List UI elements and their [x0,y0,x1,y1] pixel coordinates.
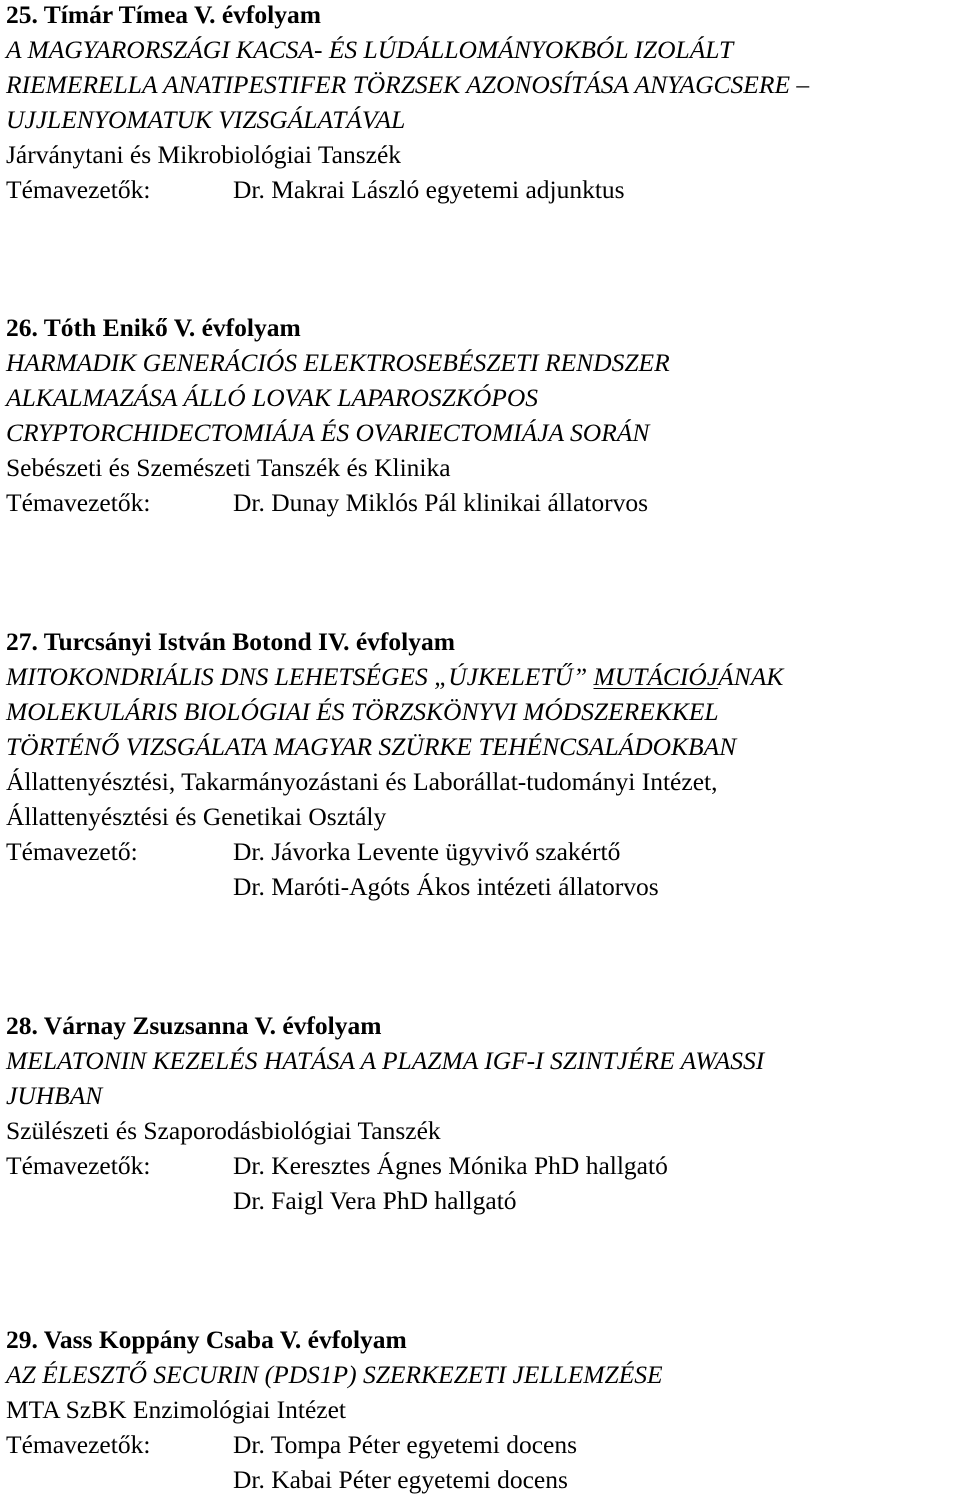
supervisor-row [6,1148,764,1183]
entry-heading: 26. Tóth Enikő V. évfolyam [6,313,301,342]
title-underlined-segment: MUTÁCIÓJ [593,662,719,691]
entry-department: Szülészeti és Szaporodásbiológiai Tanszék [6,1116,441,1145]
supervisor-row [6,1462,663,1497]
supervisor-name: Dr. Dunay Miklós Pál klinikai állatorvos [233,488,649,517]
entry-title-line [6,659,783,694]
supervisor-label: Témavezetők: [6,1430,151,1459]
supervisor-name: Dr. Faigl Vera PhD hallgató [233,1186,517,1215]
entry-heading: 29. Vass Koppány Csaba V. évfolyam [6,1325,407,1354]
entry-department: Állattenyésztési, Takarmányozástani és Laborállat-tudományi Intézet, [6,767,718,796]
entry-department: Sebészeti és Szemészeti Tanszék és Klinika [6,453,451,482]
supervisor-name: Dr. Kabai Péter egyetemi docens [233,1465,568,1494]
entry-title-line: A MAGYARORSZÁGI KACSA- ÉS LÚDÁLLOMÁNYOKBÓL IZOLÁLT [6,35,734,64]
entry-25 [6,0,809,207]
supervisor-name: Dr. Keresztes Ágnes Mónika PhD hallgató [233,1151,668,1180]
entry-29 [6,1322,663,1497]
entry-28 [6,1008,764,1218]
entry-title-line: UJJLENYOMATUK VIZSGÁLATÁVAL [6,105,406,134]
entry-department: Állattenyésztési és Genetikai Osztály [6,802,387,831]
supervisor-row [6,485,670,520]
entry-department: Járványtani és Mikrobiológiai Tanszék [6,140,402,169]
entry-title-line: JUHBAN [6,1081,103,1110]
supervisor-label: Témavezető: [6,837,138,866]
entry-title-line: CRYPTORCHIDECTOMIÁJA ÉS OVARIECTOMIÁJA SORÁN [6,418,650,447]
entry-title-line: HARMADIK GENERÁCIÓS ELEKTROSEBÉSZETI RENDSZER [6,348,670,377]
supervisor-name: Dr. Maróti-Agóts Ákos intézeti állatorvos [233,872,659,901]
supervisor-row [6,1183,764,1218]
supervisor-name: Dr. Tompa Péter egyetemi docens [233,1430,578,1459]
supervisor-label: Témavezetők: [6,488,151,517]
entry-department: MTA SzBK Enzimológiai Intézet [6,1395,347,1424]
supervisor-row [6,172,809,207]
supervisor-name: Dr. Jávorka Levente ügyvivő szakértő [233,837,621,866]
entry-title-line: TÖRTÉNŐ VIZSGÁLATA MAGYAR SZÜRKE TEHÉNCSALÁDOKBAN [6,732,737,761]
entry-heading: 28. Várnay Zsuzsanna V. évfolyam [6,1011,382,1040]
entry-heading: 27. Turcsányi István Botond IV. évfolyam [6,627,455,656]
entry-heading: 25. Tímár Tímea V. évfolyam [6,0,321,29]
entry-title-line: ALKALMAZÁSA ÁLLÓ LOVAK LAPAROSZKÓPOS [6,383,539,412]
supervisor-name: Dr. Makrai László egyetemi adjunktus [233,175,625,204]
entry-title-line: MOLEKULÁRIS BIOLÓGIAI ÉS TÖRZSKÖNYVI MÓDSZEREKKEL [6,697,719,726]
supervisor-label: Témavezetők: [6,175,151,204]
entry-title-line: AZ ÉLESZTŐ SECURIN (PDS1P) SZERKEZETI JELLEMZÉSE [6,1360,663,1389]
entry-title-line: MELATONIN KEZELÉS HATÁSA A PLAZMA IGF-I SZINTJÉRE AWASSI [6,1046,765,1075]
supervisor-row [6,1427,663,1462]
entry-title-line: RIEMERELLA ANATIPESTIFER TÖRZSEK AZONOSÍTÁSA ANYAGCSERE – [6,70,810,99]
supervisor-label: Témavezetők: [6,1151,151,1180]
entry-27 [6,624,783,904]
title-segment: MITOKONDRIÁLIS DNS LEHETSÉGES „ÚJKELETŰ” [6,662,594,691]
supervisor-row [6,869,783,904]
supervisor-row [6,834,783,869]
title-segment: ÁNAK [718,662,784,691]
entry-26 [6,310,670,520]
